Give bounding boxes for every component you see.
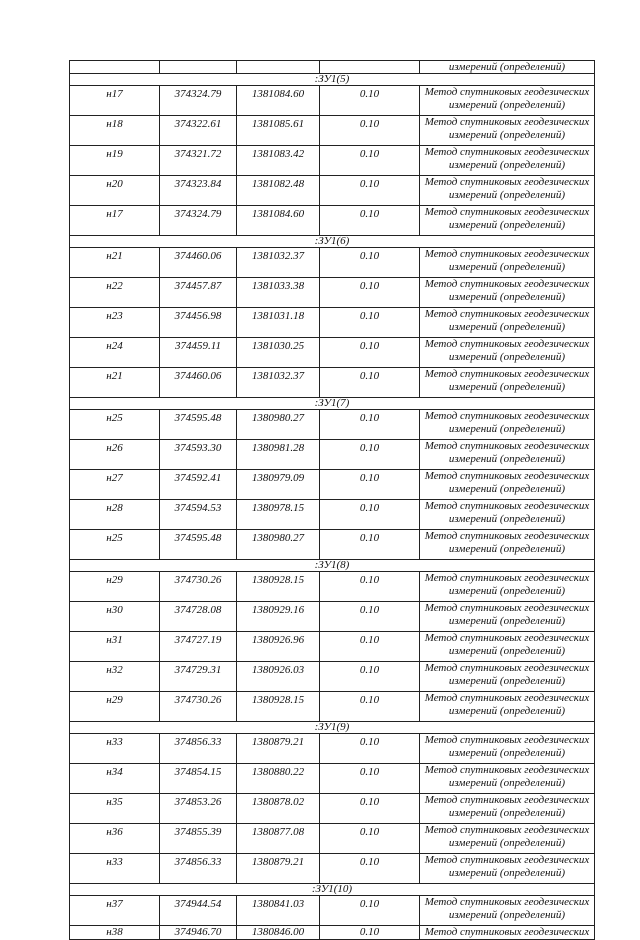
method-cell: Метод спутниковых геодезических измерений (определений) (420, 440, 595, 470)
x-coordinate-cell: 374854.15 (160, 764, 237, 794)
coordinates-table-body (70, 61, 595, 940)
x-coordinate-cell: 374944.54 (160, 896, 237, 926)
accuracy-cell: 0.10 (320, 206, 420, 236)
point-name-cell: н19 (70, 146, 160, 176)
coordinates-table (69, 60, 595, 940)
table-row (70, 632, 595, 662)
x-coordinate-cell: 374727.19 (160, 632, 237, 662)
table-row (70, 824, 595, 854)
method-cell: Метод спутниковых геодезических измерений (определений) (420, 824, 595, 854)
section-header-row (70, 236, 595, 248)
table-row (70, 410, 595, 440)
accuracy-cell (320, 61, 420, 74)
method-cell: Метод спутниковых геодезических измерений (определений) (420, 632, 595, 662)
method-cell: Метод спутниковых геодезических измерений (определений) (420, 692, 595, 722)
section-header-row (70, 884, 595, 896)
x-coordinate-cell: 374460.06 (160, 248, 237, 278)
accuracy-cell: 0.10 (320, 410, 420, 440)
method-cell: Метод спутниковых геодезических измерений (определений) (420, 734, 595, 764)
point-name-cell: н27 (70, 470, 160, 500)
table-row (70, 338, 595, 368)
method-cell: Метод спутниковых геодезических измерений (определений) (420, 86, 595, 116)
point-name-cell: н37 (70, 896, 160, 926)
point-name-cell: н18 (70, 116, 160, 146)
accuracy-cell: 0.10 (320, 926, 420, 939)
x-coordinate-cell: 374946.70 (160, 926, 237, 939)
accuracy-cell: 0.10 (320, 116, 420, 146)
table-row (70, 278, 595, 308)
accuracy-cell: 0.10 (320, 440, 420, 470)
table-row (70, 500, 595, 530)
table-row (70, 764, 595, 794)
y-coordinate-cell: 1381033.38 (237, 278, 320, 308)
point-name-cell: н38 (70, 926, 160, 939)
x-coordinate-cell: 374856.33 (160, 854, 237, 884)
y-coordinate-cell: 1380879.21 (237, 734, 320, 764)
point-name-cell: н29 (70, 692, 160, 722)
method-cell: Метод спутниковых геодезических измерений (определений) (420, 602, 595, 632)
accuracy-cell: 0.10 (320, 794, 420, 824)
x-coordinate-cell: 374730.26 (160, 692, 237, 722)
continuation-row (70, 61, 595, 74)
point-name-cell: н24 (70, 338, 160, 368)
section-label: :ЗУ1(6) (70, 236, 595, 248)
table-row (70, 734, 595, 764)
section-label: :ЗУ1(7) (70, 398, 595, 410)
y-coordinate-cell: 1380926.96 (237, 632, 320, 662)
x-coordinate-cell: 374729.31 (160, 662, 237, 692)
y-coordinate-cell: 1380926.03 (237, 662, 320, 692)
table-row (70, 308, 595, 338)
table-row (70, 440, 595, 470)
accuracy-cell: 0.10 (320, 248, 420, 278)
table-row (70, 602, 595, 632)
method-cell: Метод спутниковых геодезических измерений (определений) (420, 662, 595, 692)
point-name-cell: н35 (70, 794, 160, 824)
method-cell: Метод спутниковых геодезических измерений (определений) (420, 368, 595, 398)
accuracy-cell: 0.10 (320, 338, 420, 368)
method-cell: Метод спутниковых геодезических измерений (определений) (420, 530, 595, 560)
point-name-cell: н17 (70, 206, 160, 236)
x-coordinate-cell: 374457.87 (160, 278, 237, 308)
x-coordinate-cell: 374324.79 (160, 86, 237, 116)
y-coordinate-cell: 1380841.03 (237, 896, 320, 926)
point-name-cell: н31 (70, 632, 160, 662)
y-coordinate-cell: 1381085.61 (237, 116, 320, 146)
table-row (70, 248, 595, 278)
section-label: :ЗУ1(9) (70, 722, 595, 734)
point-name-cell: н33 (70, 734, 160, 764)
table-row (70, 662, 595, 692)
accuracy-cell: 0.10 (320, 854, 420, 884)
method-cell: Метод спутниковых геодезических измерений (определений) (420, 896, 595, 926)
point-name-cell: н30 (70, 602, 160, 632)
y-coordinate-cell (237, 61, 320, 74)
point-name-cell: н22 (70, 278, 160, 308)
x-coordinate-cell: 374592.41 (160, 470, 237, 500)
y-coordinate-cell: 1381082.48 (237, 176, 320, 206)
y-coordinate-cell: 1380981.28 (237, 440, 320, 470)
x-coordinate-cell: 374594.53 (160, 500, 237, 530)
point-name-cell: н29 (70, 572, 160, 602)
y-coordinate-cell: 1381084.60 (237, 206, 320, 236)
accuracy-cell: 0.10 (320, 470, 420, 500)
accuracy-cell: 0.10 (320, 632, 420, 662)
x-coordinate-cell: 374728.08 (160, 602, 237, 632)
y-coordinate-cell: 1381032.37 (237, 368, 320, 398)
method-cell: Метод спутниковых геодезических измерений (определений) (420, 176, 595, 206)
x-coordinate-cell: 374321.72 (160, 146, 237, 176)
accuracy-cell: 0.10 (320, 278, 420, 308)
x-coordinate-cell: 374730.26 (160, 572, 237, 602)
accuracy-cell: 0.10 (320, 896, 420, 926)
y-coordinate-cell: 1381031.18 (237, 308, 320, 338)
method-cell: Метод спутниковых геодезических измерений (определений) (420, 146, 595, 176)
method-cell: Метод спутниковых геодезических измерений (определений) (420, 500, 595, 530)
accuracy-cell: 0.10 (320, 764, 420, 794)
x-coordinate-cell: 374853.26 (160, 794, 237, 824)
accuracy-cell: 0.10 (320, 734, 420, 764)
table-row (70, 86, 595, 116)
method-cell: Метод спутниковых геодезических измерений (определений) (420, 308, 595, 338)
y-coordinate-cell: 1381083.42 (237, 146, 320, 176)
table-row (70, 794, 595, 824)
point-name-cell: н21 (70, 368, 160, 398)
method-cell: Метод спутниковых геодезических измерений (определений) (420, 116, 595, 146)
y-coordinate-cell: 1380980.27 (237, 530, 320, 560)
method-cell: Метод спутниковых геодезических измерений (определений) (420, 854, 595, 884)
table-row (70, 470, 595, 500)
method-cell: измерений (определений) (420, 61, 595, 74)
y-coordinate-cell: 1381032.37 (237, 248, 320, 278)
method-cell: Метод спутниковых геодезических измерений (определений) (420, 338, 595, 368)
y-coordinate-cell: 1381084.60 (237, 86, 320, 116)
x-coordinate-cell: 374593.30 (160, 440, 237, 470)
point-name-cell: н33 (70, 854, 160, 884)
section-header-row (70, 722, 595, 734)
accuracy-cell: 0.10 (320, 530, 420, 560)
table-row (70, 572, 595, 602)
table-row (70, 896, 595, 926)
accuracy-cell: 0.10 (320, 86, 420, 116)
x-coordinate-cell: 374456.98 (160, 308, 237, 338)
table-row (70, 926, 595, 939)
x-coordinate-cell: 374595.48 (160, 530, 237, 560)
table-row (70, 176, 595, 206)
accuracy-cell: 0.10 (320, 176, 420, 206)
accuracy-cell: 0.10 (320, 368, 420, 398)
method-cell: Метод спутниковых геодезических измерений (определений) (420, 572, 595, 602)
y-coordinate-cell: 1380929.16 (237, 602, 320, 632)
y-coordinate-cell: 1380879.21 (237, 854, 320, 884)
y-coordinate-cell: 1380846.00 (237, 926, 320, 939)
point-name-cell: н26 (70, 440, 160, 470)
section-header-row (70, 398, 595, 410)
y-coordinate-cell: 1380978.15 (237, 500, 320, 530)
method-cell: Метод спутниковых геодезических измерений (определений) (420, 470, 595, 500)
y-coordinate-cell: 1380878.02 (237, 794, 320, 824)
method-cell: Метод спутниковых геодезических измерений (определений) (420, 248, 595, 278)
x-coordinate-cell: 374595.48 (160, 410, 237, 440)
table-row (70, 368, 595, 398)
section-label: :ЗУ1(10) (70, 884, 595, 896)
method-cell: Метод спутниковых геодезических измерений (определений) (420, 278, 595, 308)
y-coordinate-cell: 1380928.15 (237, 692, 320, 722)
point-name-cell: н28 (70, 500, 160, 530)
accuracy-cell: 0.10 (320, 146, 420, 176)
y-coordinate-cell: 1381030.25 (237, 338, 320, 368)
point-name-cell: н34 (70, 764, 160, 794)
y-coordinate-cell: 1380877.08 (237, 824, 320, 854)
x-coordinate-cell: 374459.11 (160, 338, 237, 368)
point-name-cell: н32 (70, 662, 160, 692)
accuracy-cell: 0.10 (320, 500, 420, 530)
point-name-cell: н36 (70, 824, 160, 854)
x-coordinate-cell: 374324.79 (160, 206, 237, 236)
section-header-row (70, 560, 595, 572)
method-cell: Метод спутниковых геодезических измерений (определений) (420, 764, 595, 794)
point-name-cell: н25 (70, 410, 160, 440)
table-row (70, 116, 595, 146)
accuracy-cell: 0.10 (320, 692, 420, 722)
point-name-cell: н21 (70, 248, 160, 278)
x-coordinate-cell: 374323.84 (160, 176, 237, 206)
accuracy-cell: 0.10 (320, 824, 420, 854)
point-name-cell: н23 (70, 308, 160, 338)
accuracy-cell: 0.10 (320, 662, 420, 692)
table-row (70, 206, 595, 236)
y-coordinate-cell: 1380979.09 (237, 470, 320, 500)
accuracy-cell: 0.10 (320, 572, 420, 602)
table-row (70, 530, 595, 560)
table-row (70, 146, 595, 176)
y-coordinate-cell: 1380980.27 (237, 410, 320, 440)
x-coordinate-cell (160, 61, 237, 74)
point-name-cell: н17 (70, 86, 160, 116)
point-name-cell (70, 61, 160, 74)
method-cell: Метод спутниковых геодезических измерений (определений) (420, 410, 595, 440)
y-coordinate-cell: 1380928.15 (237, 572, 320, 602)
y-coordinate-cell: 1380880.22 (237, 764, 320, 794)
accuracy-cell: 0.10 (320, 602, 420, 632)
accuracy-cell: 0.10 (320, 308, 420, 338)
method-cell: Метод спутниковых геодезических измерений (определений) (420, 206, 595, 236)
table-row (70, 692, 595, 722)
point-name-cell: н20 (70, 176, 160, 206)
point-name-cell: н25 (70, 530, 160, 560)
x-coordinate-cell: 374856.33 (160, 734, 237, 764)
section-header-row (70, 74, 595, 86)
table-row (70, 854, 595, 884)
method-cell: Метод спутниковых геодезических измерений (определений) (420, 794, 595, 824)
x-coordinate-cell: 374855.39 (160, 824, 237, 854)
method-cell: Метод спутниковых геодезических (420, 926, 595, 939)
section-label: :ЗУ1(8) (70, 560, 595, 572)
section-label: :ЗУ1(5) (70, 74, 595, 86)
x-coordinate-cell: 374460.06 (160, 368, 237, 398)
x-coordinate-cell: 374322.61 (160, 116, 237, 146)
